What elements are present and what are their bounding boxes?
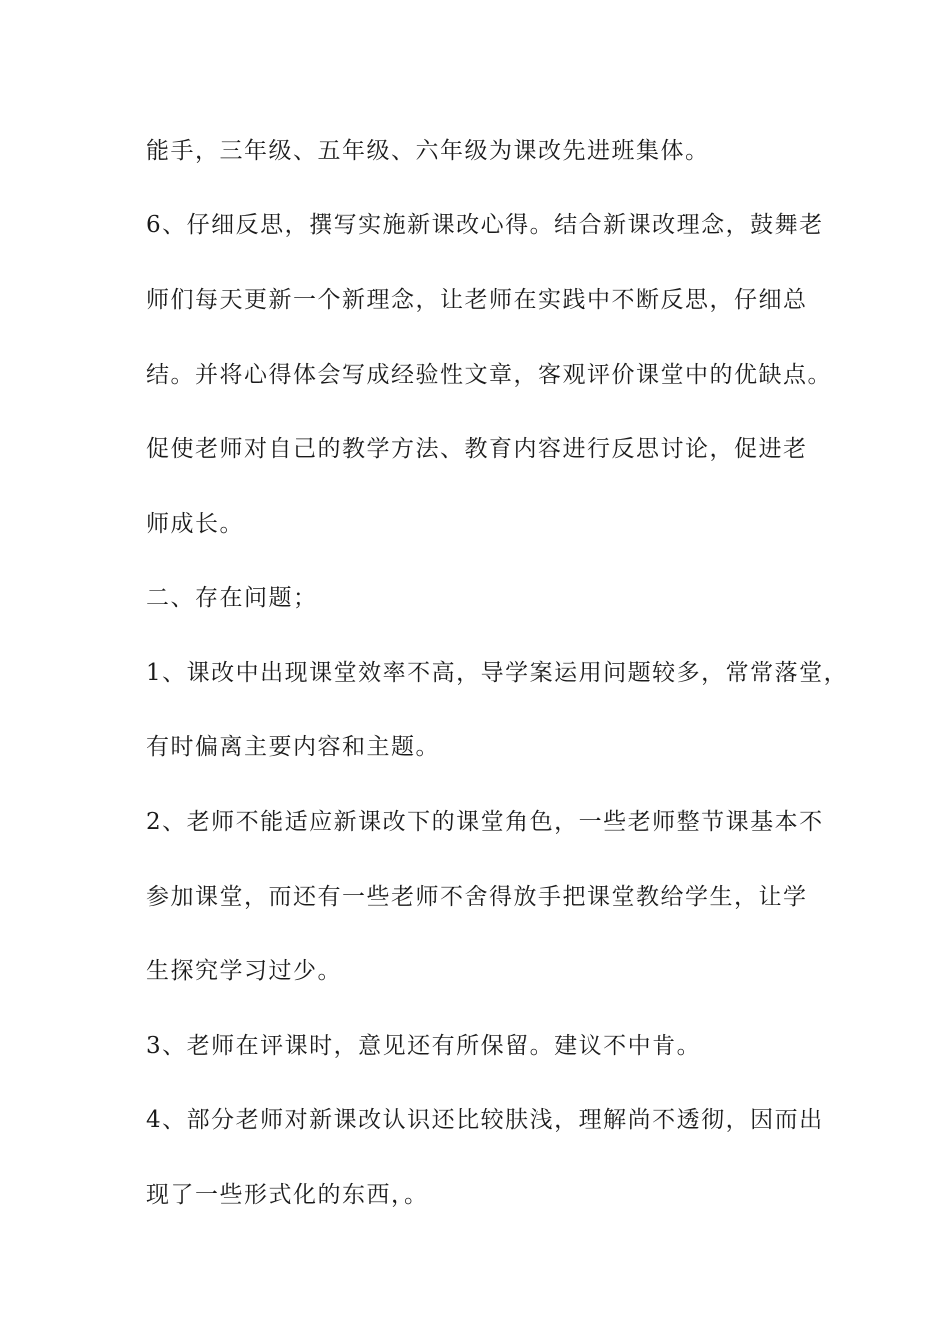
text-line-item-6-cont-3: 促使老师对自己的教学方法、教育内容进行反思讨论，促进老 (146, 436, 808, 462)
text-line-problem-1: 1、课改中出现课堂效率不高，导学案运用问题较多，常常落堂， (146, 660, 849, 686)
text-line-problem-2-cont-2: 生探究学习过少。 (146, 958, 342, 984)
text-line-problem-2-cont-1: 参加课堂，而还有一些老师不舍得放手把课堂教给学生，让学 (146, 884, 808, 910)
text-line-problem-4-cont: 现了一些形式化的东西，。 (146, 1182, 429, 1208)
section-heading-problems: 二、存在问题； (146, 585, 318, 611)
text-line-item-6-cont-1: 师们每天更新一个新理念，让老师在实践中不断反思，仔细总 (146, 287, 808, 313)
text-line-problem-2: 2、老师不能适应新课改下的课堂角色，一些老师整节课基本不 (146, 809, 824, 835)
text-line-problem-4: 4、部分老师对新课改认识还比较肤浅，理解尚不透彻，因而出 (146, 1107, 824, 1133)
text-line-summary-end: 能手，三年级、五年级、六年级为课改先进班集体。 (146, 138, 710, 164)
text-line-item-6: 6、仔细反思，撰写实施新课改心得。结合新课改理念，鼓舞老 (146, 212, 824, 238)
text-line-item-6-cont-2: 结。并将心得体会写成经验性文章，客观评价课堂中的优缺点。 (146, 362, 832, 388)
text-line-item-6-cont-4: 师成长。 (146, 511, 244, 537)
text-line-problem-3: 3、老师在评课时，意见还有所保留。建议不中肯。 (146, 1033, 702, 1059)
text-line-problem-1-cont: 有时偏离主要内容和主题。 (146, 734, 440, 760)
